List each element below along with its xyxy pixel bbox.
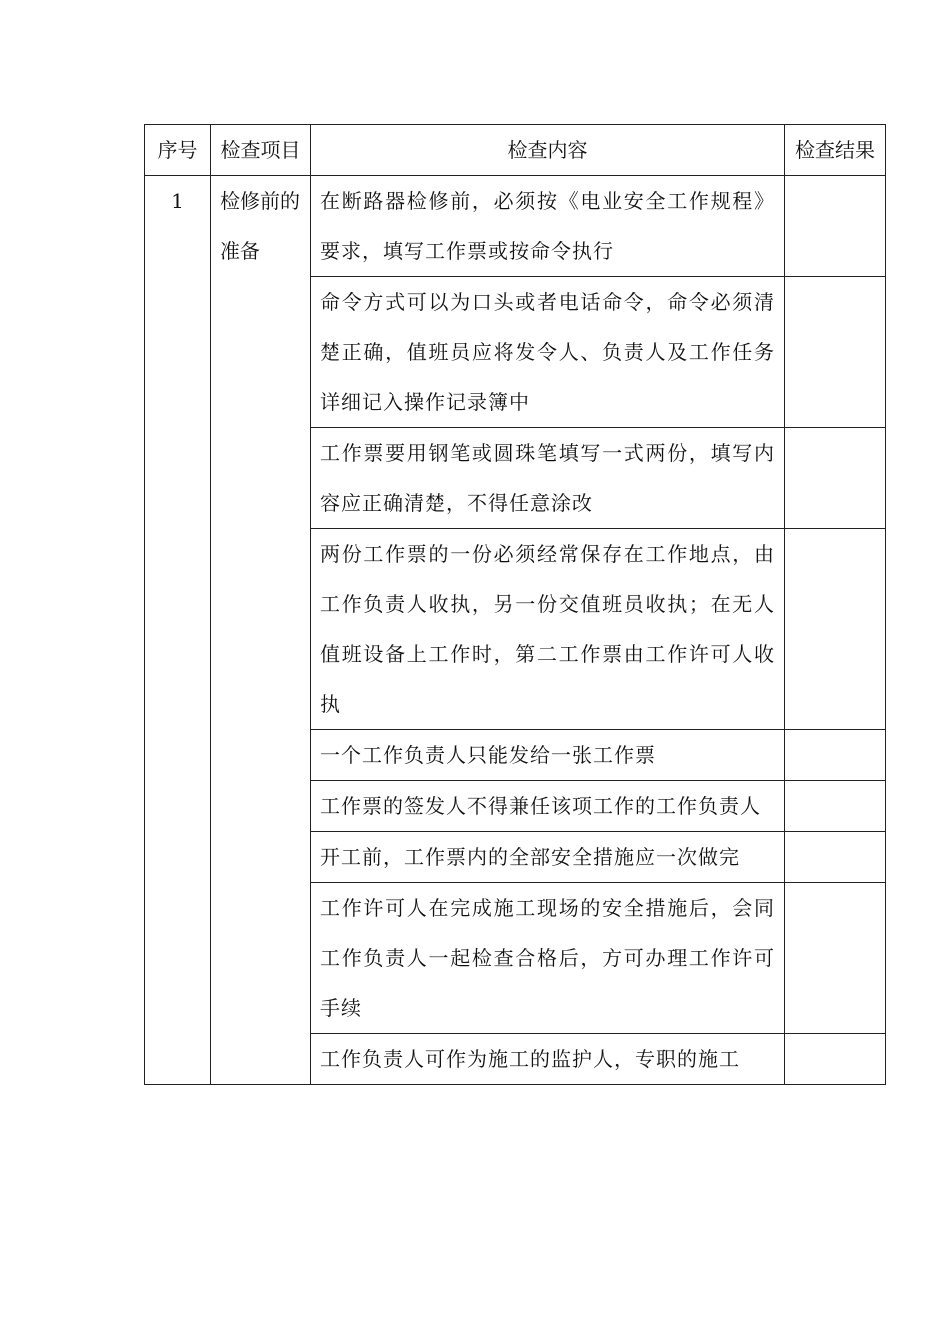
- header-row: [145, 125, 886, 176]
- check-result-cell[interactable]: [785, 730, 886, 781]
- check-content-cell: 工作票的签发人不得兼任该项工作的工作负责人: [311, 781, 785, 832]
- check-content-cell: 命令方式可以为口头或者电话命令，命令必须清楚正确，值班员应将发令人、负责人及工作任务详细记入操作记录簿中: [311, 277, 785, 428]
- check-content-cell: 工作票要用钢笔或圆珠笔填写一式两份，填写内容应正确清楚，不得任意涂改: [311, 428, 785, 529]
- check-item-cell: 检修前的准备: [211, 176, 311, 1085]
- check-result-cell[interactable]: [785, 428, 886, 529]
- check-result-cell[interactable]: [785, 883, 886, 1034]
- check-content-cell: 两份工作票的一份必须经常保存在工作地点，由工作负责人收执，另一份交值班员收执；在无人值班设备上工作时，第二工作票由工作许可人收执: [311, 529, 785, 730]
- check-content-cell: 开工前，工作票内的全部安全措施应一次做完: [311, 832, 785, 883]
- check-content-cell: 工作许可人在完成施工现场的安全措施后，会同工作负责人一起检查合格后，方可办理工作许可手续: [311, 883, 785, 1034]
- serial-number-cell: 1: [145, 176, 211, 1085]
- check-result-cell[interactable]: [785, 781, 886, 832]
- header-check-item: 检查项目: [211, 125, 311, 176]
- check-result-cell[interactable]: [785, 277, 886, 428]
- table-row: [145, 176, 886, 277]
- inspection-checklist-table: [144, 124, 886, 1085]
- header-check-result: 检查结果: [785, 125, 886, 176]
- header-check-content: 检查内容: [311, 125, 785, 176]
- check-result-cell[interactable]: [785, 1034, 886, 1085]
- check-result-cell[interactable]: [785, 529, 886, 730]
- check-result-cell[interactable]: [785, 176, 886, 277]
- check-content-cell: 一个工作负责人只能发给一张工作票: [311, 730, 785, 781]
- check-result-cell[interactable]: [785, 832, 886, 883]
- check-content-cell: 在断路器检修前，必须按《电业安全工作规程》要求，填写工作票或按命令执行: [311, 176, 785, 277]
- check-content-cell: 工作负责人可作为施工的监护人，专职的施工: [311, 1034, 785, 1085]
- header-serial-number: 序号: [145, 125, 211, 176]
